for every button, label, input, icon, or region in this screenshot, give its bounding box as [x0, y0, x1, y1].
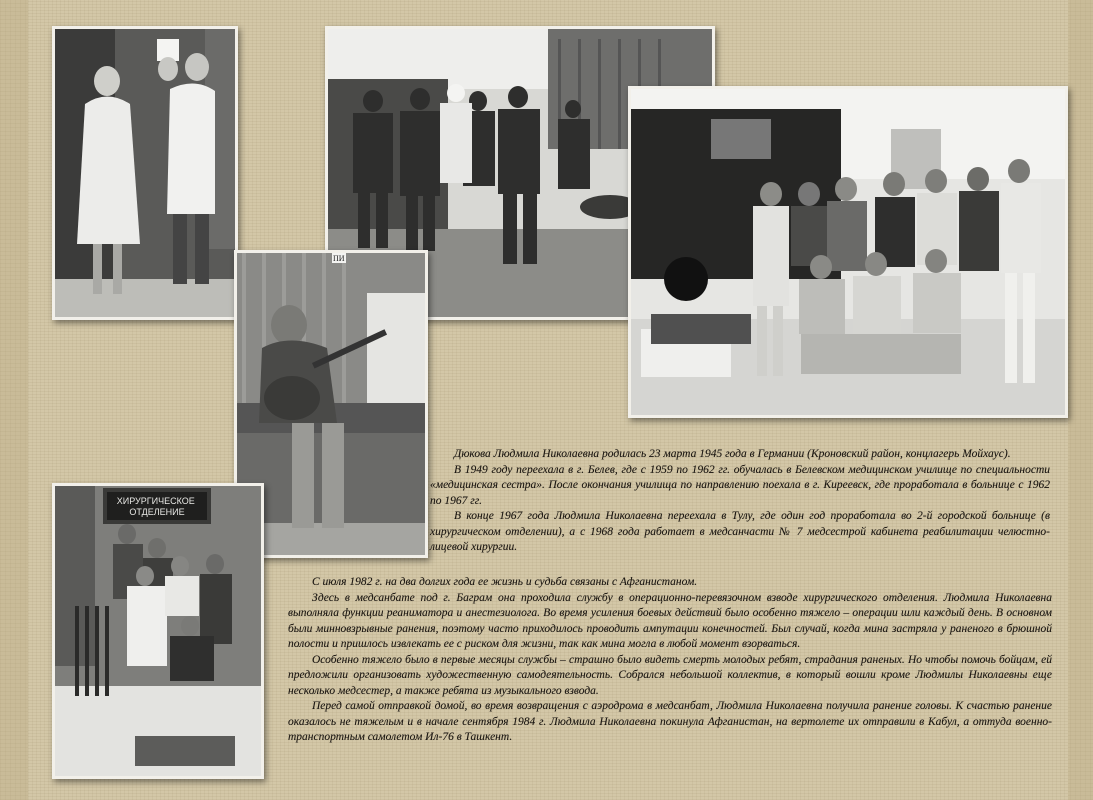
bio-paragraph: С июля 1982 г. на два долгих года ее жизнь и судьба связаны с Афганистаном. [312, 576, 698, 588]
biography-afghanistan [288, 575, 1052, 746]
bio-paragraph: Дюкова Людмила Николаевна родилась 23 марта 1945 года в Германии (Кроновский район, концлагерь Мойхаус). [454, 448, 1011, 460]
guitar-photo-sign: ПИ [333, 254, 345, 263]
surgical-sign: ХИРУРГИЧЕСКОЕ ОТДЕЛЕНИЕ [116, 496, 195, 517]
photo-group-truck [628, 86, 1068, 418]
bio-paragraph: Здесь в медсанбате под г. Баграм она проходила службу в операционно-перевязочном взводе хирургического отделения. Людмила Николаевна выполняла функции реаниматора и анестезиолога. Во время усиления боевых действий было особенно тяжело – операции шли каждый день. В основном были минновзрывные ранения, поэтому часто приходилось проводить ампутации конечностей. Был случай, когда мина застряла у раненого в брюшной полости и пришлось извлекать ее с риском для жизни, так как мина могла в любой момент взорваться. [288, 591, 1052, 650]
bio-paragraph: В 1949 году переехала в г. Белев, где с 1959 по 1962 гг. обучалась в Белевском медицинском училище по специальности «медицинская сестра». После окончания училища по направлению поехала в г. Киреевск, где проработала в больнице с 1962 по 1967 гг. [430, 463, 1050, 507]
biography-intro [430, 447, 1050, 556]
bio-paragraph: Перед самой отправкой домой, во время возвращения с аэродрома в медсанбат, Людмила Николаевна получила ранение головы. К счастью ранение оказалось не тяжелым и в начале сентября 1984 г. Людмила Николаевна покинула Афганистан, на вертолете их отправили в Кабул, а оттуда военно-транспортным самолетом Ил-76 в Ташкент. [288, 700, 1052, 743]
photo-surgical-department [52, 483, 264, 779]
bio-paragraph: В конце 1967 года Людмила Николаевна переехала в Тулу, где один год проработала во 2-й городской больнице (в хирургическом отделении), а с 1968 года работает в медсанчасти № 7 медсестрой кабинета реабилитации челюстно-лицевой хирургии. [430, 510, 1050, 553]
photo-medics [52, 26, 238, 320]
bio-paragraph: Особенно тяжело было в первые месяцы службы – страшно было видеть смерть молодых ребят, страдания раненых. Но чтобы помочь бойцам, ей предложили организовать художественную самодеятельность. Собрался небольшой коллектив, в который вошли кроме Людмилы Николаевны еще несколько медсестер, а также ребята из музыкального взвода. [288, 653, 1052, 697]
